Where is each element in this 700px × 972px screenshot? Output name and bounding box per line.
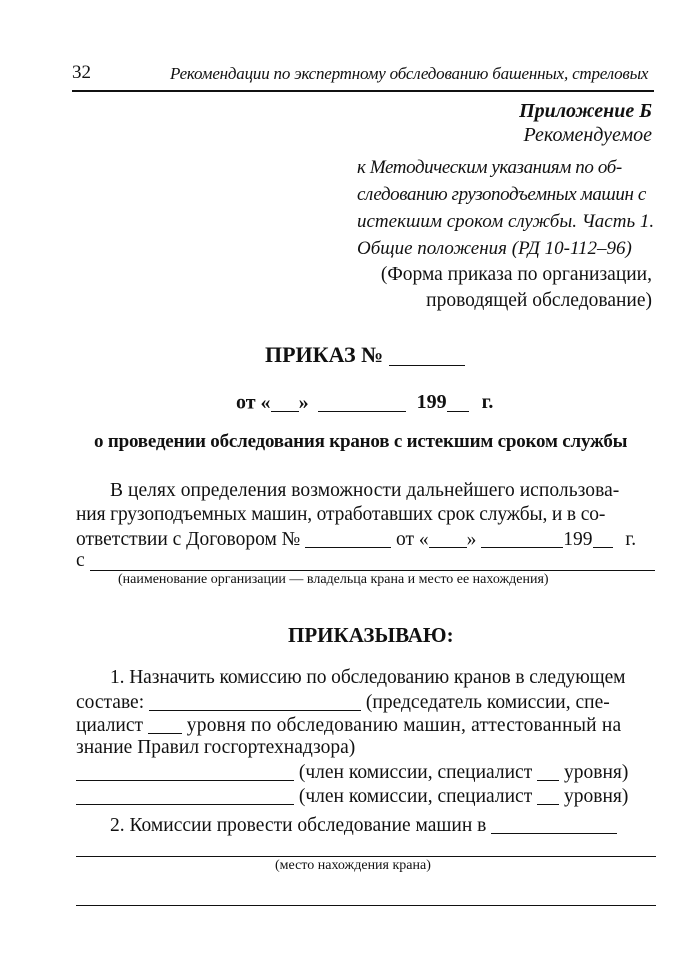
member-name-blank[interactable] bbox=[76, 760, 294, 781]
member-role: (член комиссии, специалист bbox=[298, 761, 533, 783]
owner-blank[interactable] bbox=[90, 570, 655, 571]
member-name-blank[interactable] bbox=[76, 784, 294, 805]
form-note-line: (Форма приказа по организации, bbox=[380, 264, 652, 285]
level-blank[interactable] bbox=[148, 713, 182, 734]
body-line: ния грузоподъемных машин, отработавших срок службы, и в со- bbox=[76, 504, 606, 525]
member-line bbox=[76, 784, 628, 808]
orders-heading: ПРИКАЗЫВАЮ: bbox=[288, 623, 454, 647]
member-level-blank[interactable] bbox=[537, 784, 559, 805]
reference-line: к Методическим указаниям по об- bbox=[357, 157, 622, 178]
item1-line: 1. Назначить комиссию по обследованию кранов в следующем bbox=[110, 667, 626, 688]
reference-line: Общие положения (РД 10-112–96) bbox=[357, 238, 632, 259]
member-line bbox=[76, 760, 628, 784]
contract-close: » bbox=[466, 528, 477, 550]
item2-line bbox=[110, 813, 617, 837]
member-role: (член комиссии, специалист bbox=[298, 785, 533, 807]
order-number-blank[interactable] bbox=[389, 342, 465, 366]
location-blank[interactable] bbox=[491, 813, 617, 834]
member-level: уровня) bbox=[563, 785, 629, 807]
specialist-label: циалист bbox=[76, 714, 144, 736]
day-blank[interactable] bbox=[271, 390, 299, 412]
date-close: » bbox=[298, 391, 309, 414]
year-prefix: 199 bbox=[416, 391, 447, 414]
reference-line: истекшим сроком службы. Часть 1. bbox=[357, 211, 655, 232]
item1-specialist bbox=[76, 713, 621, 737]
item1-composition bbox=[76, 690, 610, 714]
specialist-text: уровня по обследованию машин, аттестованный на bbox=[186, 714, 622, 736]
item2-text: 2. Комиссии провести обследование машин в bbox=[110, 814, 487, 836]
year-blank[interactable] bbox=[447, 390, 469, 412]
body-line-contract bbox=[76, 527, 636, 551]
chairman-role: (председатель комиссии, спе- bbox=[365, 691, 610, 713]
appendix-subtitle: Рекомендуемое bbox=[523, 124, 652, 146]
contract-label: ответствии с Договором № bbox=[76, 528, 301, 550]
chairman-blank[interactable] bbox=[149, 690, 361, 711]
running-header-title: Рекомендации по экспертному обследованию башенных, стреловых bbox=[170, 64, 649, 83]
contract-from: от « bbox=[396, 528, 429, 550]
with-label: с bbox=[76, 550, 85, 571]
order-label: ПРИКАЗ № bbox=[265, 342, 384, 368]
date-from: от « bbox=[236, 391, 271, 414]
page-number: 32 bbox=[72, 62, 91, 83]
order-date-line bbox=[236, 390, 493, 414]
form-note bbox=[381, 262, 652, 314]
contract-day-blank[interactable] bbox=[429, 527, 467, 548]
reference-line: следованию грузоподъемных машин с bbox=[357, 184, 646, 205]
header-rule bbox=[72, 90, 654, 92]
contract-year: 199 bbox=[563, 528, 593, 550]
owner-caption: (наименование организации — владельца крана и место ее нахождения) bbox=[118, 572, 549, 587]
body-line: В целях определения возможности дальнейшего использова- bbox=[110, 480, 620, 501]
order-number-line bbox=[265, 342, 465, 368]
contract-number-blank[interactable] bbox=[305, 527, 391, 548]
location-caption: (место нахождения крана) bbox=[275, 858, 431, 873]
form-note-line: проводящей обследование) bbox=[426, 290, 652, 311]
location-rule[interactable] bbox=[76, 856, 656, 857]
contract-year-blank[interactable] bbox=[593, 527, 613, 548]
contract-month-blank[interactable] bbox=[481, 527, 563, 548]
month-blank[interactable] bbox=[318, 390, 406, 412]
member-level-blank[interactable] bbox=[537, 760, 559, 781]
appendix-title: Приложение Б bbox=[519, 100, 652, 122]
order-subject: о проведении обследования кранов с истекшим сроком службы bbox=[94, 431, 628, 452]
item1-line: знание Правил госгортехнадзора) bbox=[76, 737, 356, 758]
location-rule-2[interactable] bbox=[76, 905, 656, 906]
year-suffix: г. bbox=[481, 391, 494, 414]
composition-label: составе: bbox=[76, 691, 145, 713]
member-level: уровня) bbox=[563, 761, 629, 783]
appendix-reference bbox=[357, 154, 657, 262]
body-line-with bbox=[76, 550, 85, 572]
contract-year-suffix: г. bbox=[625, 528, 637, 550]
